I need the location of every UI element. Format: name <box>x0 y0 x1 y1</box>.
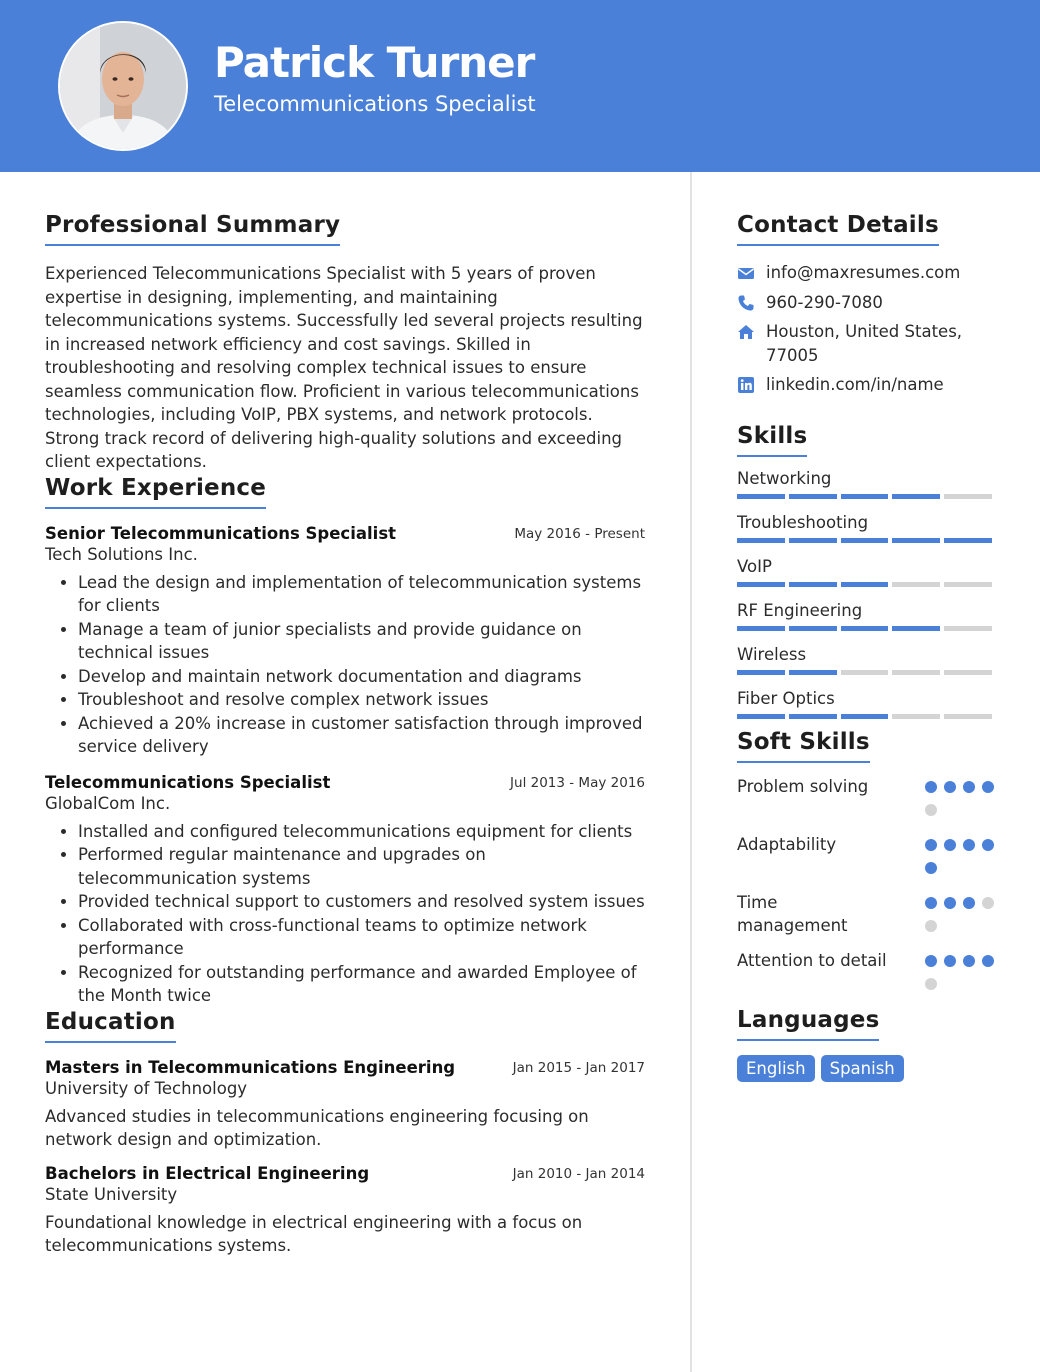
rating-dot <box>925 839 937 851</box>
rating-dot <box>925 781 937 793</box>
skill-level-segment <box>789 538 837 543</box>
job-date: Jul 2013 - May 2016 <box>510 774 645 791</box>
skill-level-segment <box>789 494 837 499</box>
skill-item <box>737 645 999 675</box>
soft-skill-rating <box>925 891 999 943</box>
skill-level-bar <box>737 626 992 631</box>
skill-level-segment <box>841 714 889 719</box>
contact-address <box>737 320 999 367</box>
language-tag: English <box>737 1055 815 1082</box>
company-name: GlobalCom Inc. <box>45 793 171 813</box>
section-heading: Soft Skills <box>737 729 870 763</box>
contact-text: info@maxresumes.com <box>766 263 961 282</box>
skill-level-segment <box>892 714 940 719</box>
soft-skill-item <box>737 891 999 943</box>
soft-skill-rating <box>925 949 999 1001</box>
candidate-name: Patrick Turner <box>214 38 535 87</box>
job-bullet: • Recognized for outstanding performance and awarded Employee of the Month twice <box>78 961 645 1008</box>
email-icon <box>737 264 755 282</box>
skill-level-segment <box>737 582 785 587</box>
experience-section <box>45 475 645 1008</box>
skill-item <box>737 513 999 543</box>
contact-text: linkedin.com/in/name <box>766 375 944 394</box>
skill-name: VoIP <box>737 556 772 576</box>
rating-dot <box>982 897 994 909</box>
rating-dot <box>944 897 956 909</box>
school-name: State University <box>45 1184 178 1204</box>
job-bullet: • Collaborated with cross-functional teams to optimize network performance <box>78 914 645 961</box>
job-title: Telecommunications Specialist <box>45 772 331 792</box>
education-date: Jan 2010 - Jan 2014 <box>512 1165 645 1182</box>
education-description: Advanced studies in telecommunications engineering focusing on network design and optimization. <box>45 1106 589 1149</box>
rating-dot <box>925 920 937 932</box>
skill-name: Fiber Optics <box>737 688 835 708</box>
soft-skill-name: Time management <box>737 892 848 935</box>
skill-item <box>737 557 999 587</box>
contact-section <box>737 212 999 397</box>
skill-level-bar <box>737 714 992 719</box>
job-bullet: • Performed regular maintenance and upgrades on telecommunication systems <box>78 843 645 890</box>
education-entry <box>45 1058 645 1152</box>
languages-section <box>737 1007 999 1082</box>
phone-icon <box>737 294 755 312</box>
contact-linkedin[interactable] <box>737 373 999 397</box>
skill-level-segment <box>737 670 785 675</box>
skill-level-segment <box>892 494 940 499</box>
section-heading: Skills <box>737 423 807 457</box>
skill-level-segment <box>892 626 940 631</box>
soft-skill-rating <box>925 833 999 885</box>
soft-skill-name: Attention to detail <box>737 950 887 970</box>
skill-level-segment <box>841 582 889 587</box>
skills-section <box>737 423 999 719</box>
skill-level-segment <box>841 538 889 543</box>
skill-level-segment <box>737 494 785 499</box>
skill-level-segment <box>841 494 889 499</box>
job-bullet: • Manage a team of junior specialists and provide guidance on technical issues <box>78 618 645 665</box>
skill-name: Troubleshooting <box>737 512 869 532</box>
linkedin-icon <box>737 376 755 394</box>
rating-dot <box>963 781 975 793</box>
skill-level-segment <box>892 582 940 587</box>
education-section <box>45 1009 645 1258</box>
soft-skill-rating <box>925 775 999 827</box>
soft-skill-name: Adaptability <box>737 834 837 854</box>
education-entry <box>45 1164 645 1258</box>
rating-dot <box>925 978 937 990</box>
rating-dot <box>944 781 956 793</box>
school-name: University of Technology <box>45 1078 248 1098</box>
skill-level-bar <box>737 494 992 499</box>
rating-dot <box>925 955 937 967</box>
education-description: Foundational knowledge in electrical engineering with a focus on telecommunications systems. <box>45 1212 583 1255</box>
language-tag: Spanish <box>821 1055 904 1082</box>
skill-level-segment <box>737 538 785 543</box>
skill-level-segment <box>841 626 889 631</box>
section-heading: Education <box>45 1009 176 1043</box>
skill-level-bar <box>737 670 992 675</box>
skill-item <box>737 469 999 499</box>
rating-dot <box>963 839 975 851</box>
job-bullet: • Installed and configured telecommunications equipment for clients <box>78 820 645 844</box>
soft-skill-name: Problem solving <box>737 776 869 796</box>
rating-dot <box>982 955 994 967</box>
education-date: Jan 2015 - Jan 2017 <box>512 1059 645 1076</box>
contact-text: 960-290-7080 <box>766 292 883 312</box>
job-bullet: • Develop and maintain network documentation and diagrams <box>78 665 645 689</box>
rating-dot <box>982 781 994 793</box>
skill-level-segment <box>892 538 940 543</box>
column-divider <box>690 172 692 1372</box>
job-bullet: • Provided technical support to customers and resolved system issues <box>78 890 645 914</box>
skill-item <box>737 601 999 631</box>
soft-skill-item <box>737 949 999 1001</box>
degree-title: Masters in Telecommunications Engineering <box>45 1057 456 1077</box>
job-entry <box>45 524 645 759</box>
home-icon <box>737 323 755 341</box>
skill-level-segment <box>944 582 992 587</box>
soft-skills-section <box>737 729 999 1001</box>
skill-name: RF Engineering <box>737 600 863 620</box>
contact-text: Houston, United States, 77005 <box>766 322 963 365</box>
rating-dot <box>982 839 994 851</box>
job-bullets <box>45 571 645 759</box>
job-title: Senior Telecommunications Specialist <box>45 523 397 543</box>
skill-level-segment <box>789 714 837 719</box>
skill-level-segment <box>789 670 837 675</box>
skill-item <box>737 689 999 719</box>
soft-skill-item <box>737 775 999 827</box>
sidebar-column <box>737 212 999 1082</box>
section-heading: Languages <box>737 1007 879 1041</box>
section-heading: Contact Details <box>737 212 939 246</box>
rating-dot <box>963 955 975 967</box>
candidate-title: Telecommunications Specialist <box>214 92 536 116</box>
skill-level-segment <box>944 626 992 631</box>
skill-level-segment <box>944 494 992 499</box>
section-heading: Work Experience <box>45 475 266 509</box>
profile-photo <box>60 23 186 149</box>
skill-level-segment <box>944 714 992 719</box>
summary-text: Experienced Telecommunications Specialist with 5 years of proven expertise in designing, implementing, and maintaining telecommunications systems. Successfully led several projects resulting in increased network efficiency and cost savings. Skilled in troubleshooting and resolving complex technical issues to ensure seamless communication flow. Proficient in various telecommunications technologies, including VoIP, PBX systems, and network protocols. Strong track record of delivering high-quality solutions and exceeding client expectations. <box>45 264 643 471</box>
skill-level-bar <box>737 538 992 543</box>
job-date: May 2016 - Present <box>514 525 645 542</box>
main-column <box>45 212 645 1258</box>
skill-level-segment <box>789 582 837 587</box>
skill-level-segment <box>944 538 992 543</box>
soft-skill-item <box>737 833 999 885</box>
job-bullet: • Troubleshoot and resolve complex network issues <box>78 688 645 712</box>
skill-level-segment <box>841 670 889 675</box>
contact-phone[interactable] <box>737 291 999 315</box>
rating-dot <box>944 955 956 967</box>
job-bullet: • Achieved a 20% increase in customer satisfaction through improved service delivery <box>78 712 645 759</box>
job-entry <box>45 773 645 1008</box>
rating-dot <box>925 804 937 816</box>
skill-name: Wireless <box>737 644 807 664</box>
job-bullets <box>45 820 645 1008</box>
skill-level-segment <box>737 714 785 719</box>
degree-title: Bachelors in Electrical Engineering <box>45 1163 370 1183</box>
skill-level-segment <box>944 670 992 675</box>
company-name: Tech Solutions Inc. <box>45 544 198 564</box>
skill-level-segment <box>892 670 940 675</box>
job-bullet: • Lead the design and implementation of telecommunication systems for clients <box>78 571 645 618</box>
avatar <box>58 21 188 151</box>
skill-level-segment <box>789 626 837 631</box>
rating-dot <box>963 897 975 909</box>
skill-name: Networking <box>737 468 832 488</box>
rating-dot <box>925 897 937 909</box>
section-heading: Professional Summary <box>45 212 340 246</box>
skill-level-bar <box>737 582 992 587</box>
summary-section <box>45 212 645 474</box>
skill-level-segment <box>737 626 785 631</box>
contact-email[interactable] <box>737 261 999 285</box>
rating-dot <box>925 862 937 874</box>
resume-header <box>0 0 1040 172</box>
rating-dot <box>944 839 956 851</box>
